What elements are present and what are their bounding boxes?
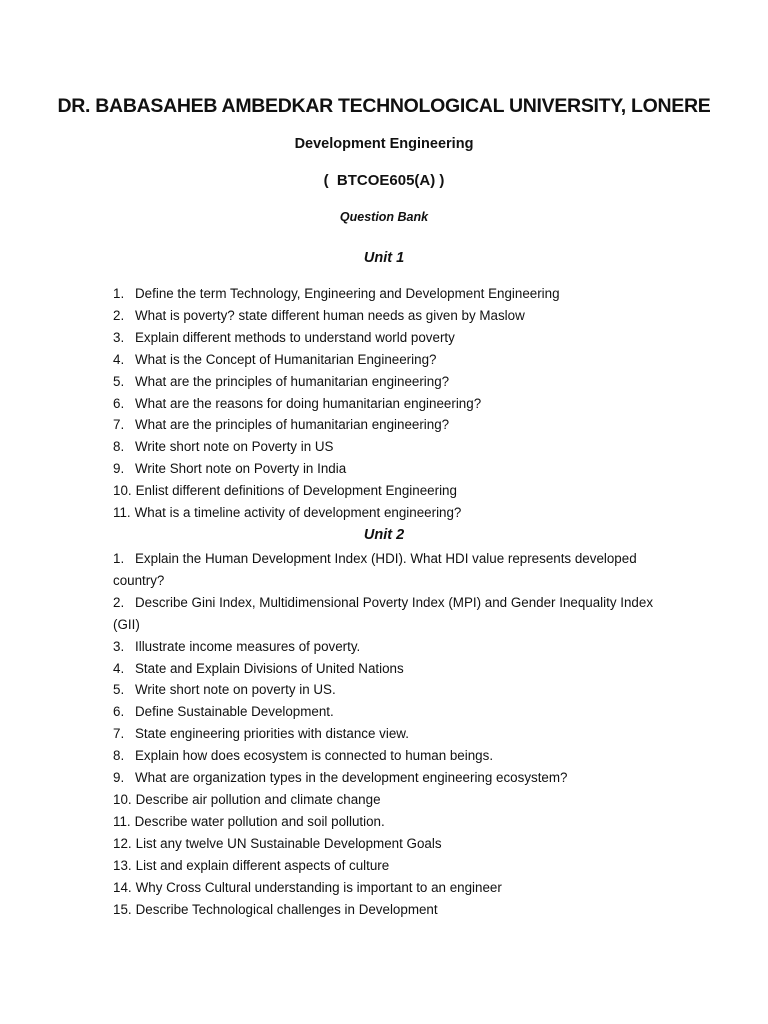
question-item [113, 811, 683, 833]
question-number: 8. [113, 439, 125, 455]
question-item [113, 701, 683, 723]
university-name: DR. BABASAHEB AMBEDKAR TECHNOLOGICAL UNIVERSITY, LONERE [57, 95, 711, 117]
question-text: What are the reasons for doing humanitarian engineering? [135, 395, 482, 411]
question-text: Enlist different definitions of Development Engineering [135, 483, 457, 499]
course-code: ( BTCOE605(A) ) [323, 172, 445, 189]
question-text: Write Short note on Poverty in India [135, 461, 347, 477]
question-item [113, 767, 683, 789]
question-text: What is a timeline activity of development engineering? [134, 505, 462, 521]
question-number: 5. [113, 682, 125, 698]
question-text: Describe Gini Index, Multidimensional Poverty Index (MPI) and Gender Inequality Index (GII) [113, 594, 654, 632]
question-item [113, 349, 683, 371]
question-item [113, 723, 683, 745]
question-number: 1. [113, 286, 125, 301]
question-item [113, 414, 683, 436]
question-text: Write short note on poverty in US. [135, 682, 336, 698]
question-number: 14. [113, 879, 132, 895]
question-number: 10. [113, 791, 132, 807]
question-number: 7. [113, 726, 125, 742]
question-number: 4. [113, 660, 125, 676]
question-text: State engineering priorities with distance view. [135, 726, 409, 742]
question-number: 5. [113, 373, 125, 389]
unit-2-question-list [113, 548, 683, 920]
question-item [113, 789, 683, 811]
question-text: Explain different methods to understand world poverty [135, 329, 455, 345]
question-number: 3. [113, 638, 125, 654]
question-item [113, 855, 683, 877]
question-item [113, 436, 683, 458]
document-header [0, 92, 768, 227]
question-number: 4. [113, 351, 125, 367]
question-number: 1. [113, 551, 125, 566]
document-type: Question Bank [339, 210, 429, 224]
question-text: What are the principles of humanitarian engineering? [135, 417, 450, 433]
question-item [113, 548, 683, 592]
question-text: Illustrate income measures of poverty. [135, 638, 361, 654]
question-text: Write short note on Poverty in US [135, 439, 334, 455]
question-item [113, 833, 683, 855]
question-text: What is poverty? state different human needs as given by Maslow [135, 307, 525, 323]
question-number: 11. [113, 505, 131, 521]
question-number: 6. [113, 395, 125, 411]
question-number: 10. [113, 483, 132, 499]
question-item [113, 502, 683, 524]
question-number: 13. [113, 857, 132, 873]
unit-1-question-list [113, 283, 683, 524]
unit-1-heading: Unit 1 [363, 250, 405, 266]
question-item [113, 636, 683, 658]
question-number: 15. [113, 901, 132, 917]
question-text: State and Explain Divisions of United Nations [135, 660, 404, 676]
question-item [113, 393, 683, 415]
question-number: 2. [113, 594, 125, 610]
question-item [113, 458, 683, 480]
question-item [113, 658, 683, 680]
question-item [113, 327, 683, 349]
question-item [113, 283, 683, 305]
question-number: 2. [113, 307, 125, 323]
question-item [113, 679, 683, 701]
question-item [113, 305, 683, 327]
question-number: 9. [113, 770, 125, 786]
question-number: 9. [113, 461, 125, 477]
question-text: List and explain different aspects of culture [135, 857, 390, 873]
question-item [113, 371, 683, 393]
question-text: List any twelve UN Sustainable Development Goals [135, 835, 442, 851]
question-text: Define the term Technology, Engineering and Development Engineering [135, 286, 560, 301]
unit-2-heading: Unit 2 [363, 527, 405, 543]
question-text: Explain how does ecosystem is connected to human beings. [135, 748, 494, 764]
question-number: 8. [113, 748, 125, 764]
question-number: 7. [113, 417, 125, 433]
question-number: 3. [113, 329, 125, 345]
question-text: Describe water pollution and soil pollution. [134, 813, 385, 829]
question-text: Define Sustainable Development. [135, 704, 334, 720]
question-item [113, 877, 683, 899]
question-text: What are the principles of humanitarian engineering? [135, 373, 450, 389]
question-text: Why Cross Cultural understanding is important to an engineer [135, 879, 502, 895]
question-text: Explain the Human Development Index (HDI). What HDI value represents developed country? [113, 551, 637, 588]
question-number: 6. [113, 704, 125, 720]
question-item [113, 592, 683, 636]
question-number: 12. [113, 835, 132, 851]
question-item [113, 899, 683, 921]
question-text: What are organization types in the development engineering ecosystem? [135, 770, 568, 786]
question-item [113, 745, 683, 767]
question-text: Describe Technological challenges in Development [135, 901, 438, 917]
question-text: Describe air pollution and climate change [135, 791, 381, 807]
question-item [113, 480, 683, 502]
course-title: Development Engineering [294, 136, 474, 152]
question-text: What is the Concept of Humanitarian Engineering? [135, 351, 437, 367]
question-number: 11. [113, 813, 131, 829]
